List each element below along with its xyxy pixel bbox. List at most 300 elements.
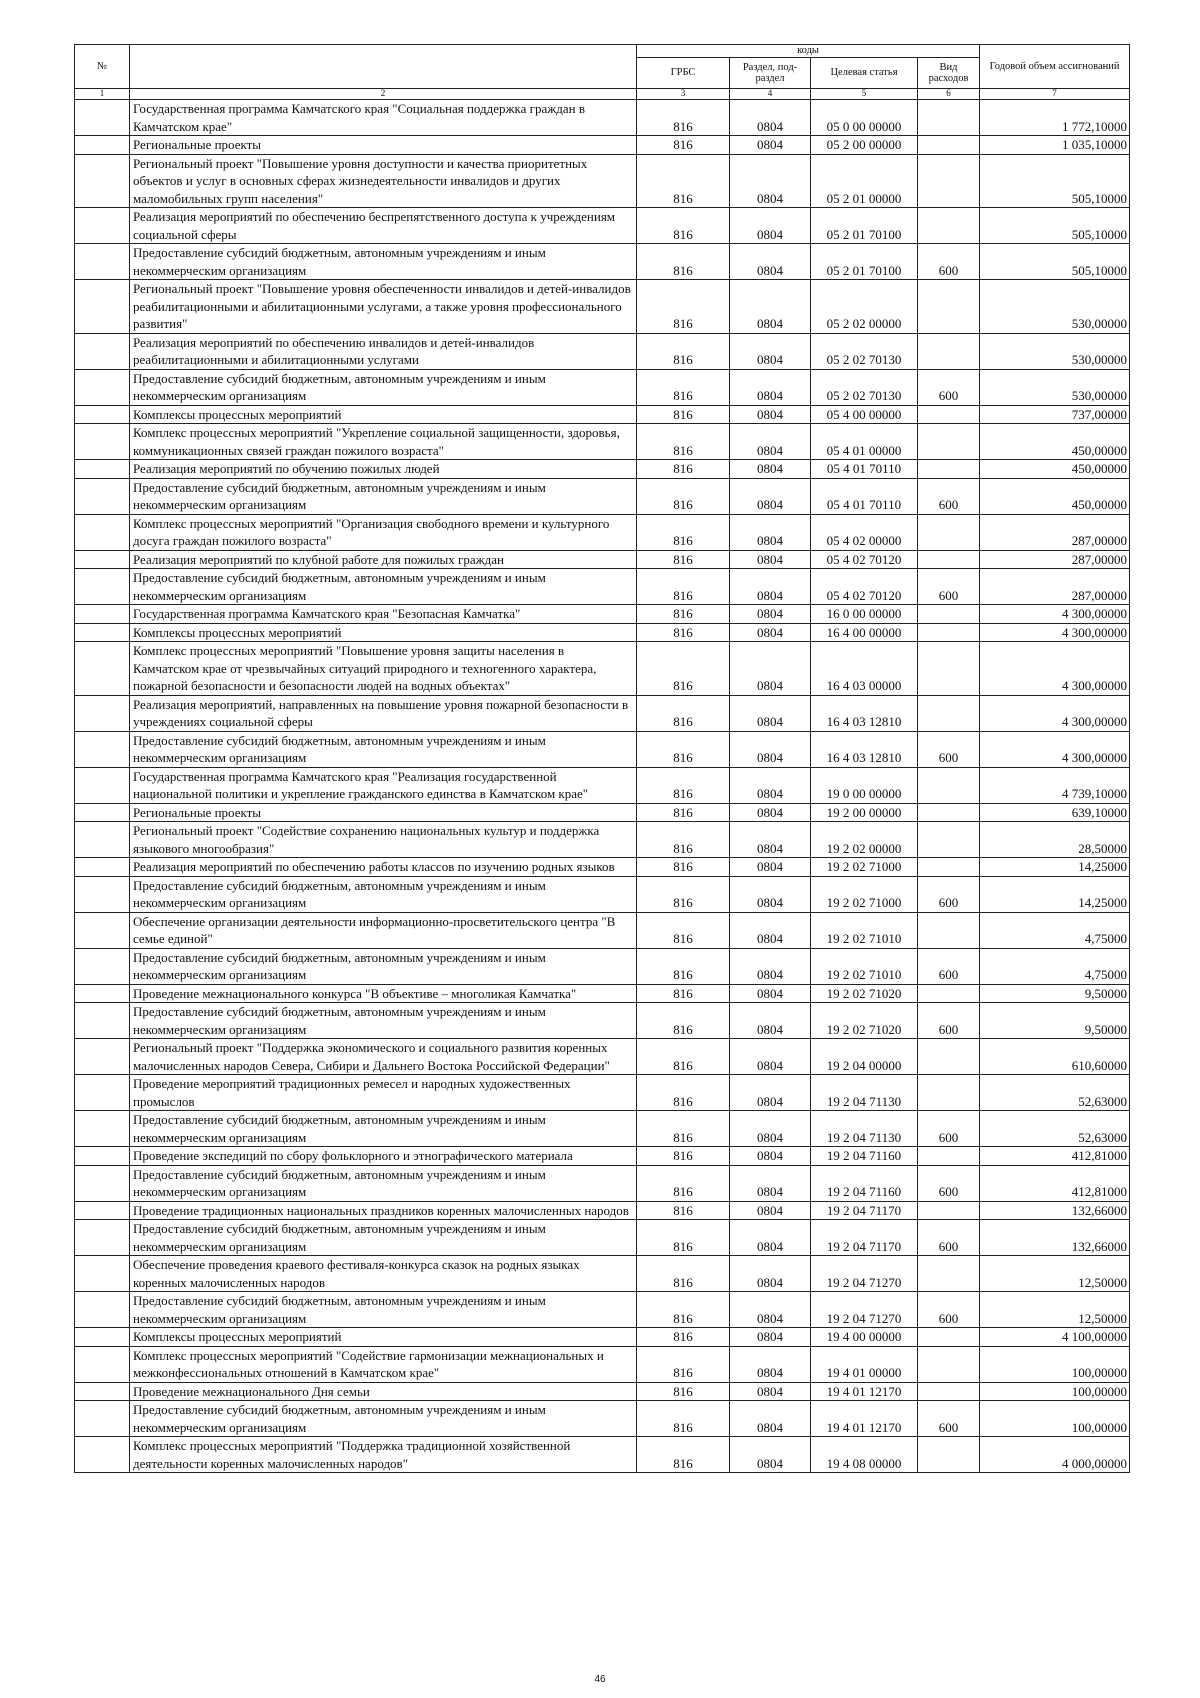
table-row [75, 912, 1130, 948]
cell-amount: 4,75000 [980, 948, 1130, 984]
cell-grbs: 816 [637, 1147, 730, 1166]
cell-expense-type: 600 [918, 569, 980, 605]
cell-section: 0804 [730, 1346, 811, 1382]
cell-grbs: 816 [637, 1075, 730, 1111]
cell-amount: 639,10000 [980, 803, 1130, 822]
table-row [75, 478, 1130, 514]
cell-name: Региональный проект "Содействие сохранению национальных культур и поддержка языкового многообразия" [130, 822, 637, 858]
cell-expense-type [918, 858, 980, 877]
cell-name: Предоставление субсидий бюджетным, автономным учреждениям и иным некоммерческим организациям [130, 1401, 637, 1437]
cell-name: Комплекс процессных мероприятий "Повышение уровня защиты населения в Камчатском крае от чрезвычайных ситуаций природного и техногенного характера, пожарной безопасности и безопасности людей на водных объектах" [130, 642, 637, 696]
cell-number [75, 822, 130, 858]
cell-target-article: 05 4 02 70120 [811, 569, 918, 605]
cell-amount: 4 300,00000 [980, 623, 1130, 642]
cell-number [75, 244, 130, 280]
cell-name: Предоставление субсидий бюджетным, автономным учреждениям и иным некоммерческим организациям [130, 569, 637, 605]
cell-section: 0804 [730, 858, 811, 877]
cell-number [75, 1111, 130, 1147]
cell-section: 0804 [730, 876, 811, 912]
cell-grbs: 816 [637, 803, 730, 822]
cell-target-article: 05 4 01 70110 [811, 478, 918, 514]
cell-expense-type [918, 605, 980, 624]
cell-expense-type: 600 [918, 478, 980, 514]
cell-number [75, 424, 130, 460]
cell-name: Реализация мероприятий по обеспечению инвалидов и детей-инвалидов реабилитационными и абилитационными услугами [130, 333, 637, 369]
cell-expense-type [918, 550, 980, 569]
cell-number [75, 1165, 130, 1201]
table-row [75, 369, 1130, 405]
cell-amount: 52,63000 [980, 1111, 1130, 1147]
cell-section: 0804 [730, 731, 811, 767]
table-row [75, 460, 1130, 479]
cell-target-article: 16 4 03 00000 [811, 642, 918, 696]
cell-number [75, 550, 130, 569]
table-body [75, 100, 1130, 1473]
cell-name: Государственная программа Камчатского края "Реализация государственной национальной политики и укрепление гражданского единства в Камчатском крае" [130, 767, 637, 803]
table-row [75, 1382, 1130, 1401]
cell-grbs: 816 [637, 569, 730, 605]
cell-amount: 450,00000 [980, 460, 1130, 479]
cell-number [75, 208, 130, 244]
table-row [75, 731, 1130, 767]
cell-amount: 12,50000 [980, 1292, 1130, 1328]
header-col-num: 2 [130, 89, 637, 100]
cell-target-article: 19 2 04 71160 [811, 1147, 918, 1166]
cell-grbs: 816 [637, 1256, 730, 1292]
cell-section: 0804 [730, 1201, 811, 1220]
cell-grbs: 816 [637, 912, 730, 948]
cell-grbs: 816 [637, 460, 730, 479]
table-row [75, 623, 1130, 642]
cell-expense-type [918, 1201, 980, 1220]
cell-expense-type [918, 1437, 980, 1473]
cell-number [75, 1220, 130, 1256]
cell-amount: 28,50000 [980, 822, 1130, 858]
cell-expense-type [918, 642, 980, 696]
cell-amount: 1 772,10000 [980, 100, 1130, 136]
cell-target-article: 19 2 02 71000 [811, 876, 918, 912]
cell-name: Реализация мероприятий по обучению пожилых людей [130, 460, 637, 479]
cell-number [75, 803, 130, 822]
cell-grbs: 816 [637, 244, 730, 280]
header-col-num: 4 [730, 89, 811, 100]
table-row [75, 208, 1130, 244]
cell-name: Предоставление субсидий бюджетным, автономным учреждениям и иным некоммерческим организациям [130, 1003, 637, 1039]
cell-number [75, 1328, 130, 1347]
cell-name: Предоставление субсидий бюджетным, автономным учреждениям и иным некоммерческим организациям [130, 369, 637, 405]
cell-name: Обеспечение организации деятельности информационно-просветительского центра "В семье единой" [130, 912, 637, 948]
cell-section: 0804 [730, 569, 811, 605]
cell-section: 0804 [730, 767, 811, 803]
cell-target-article: 19 2 02 71000 [811, 858, 918, 877]
cell-name: Государственная программа Камчатского края "Социальная поддержка граждан в Камчатском крае" [130, 100, 637, 136]
cell-target-article: 05 2 02 70130 [811, 333, 918, 369]
table-row [75, 858, 1130, 877]
table-row [75, 642, 1130, 696]
cell-section: 0804 [730, 136, 811, 155]
cell-target-article: 19 2 04 71170 [811, 1201, 918, 1220]
cell-amount: 450,00000 [980, 478, 1130, 514]
cell-target-article: 19 2 02 00000 [811, 822, 918, 858]
cell-name: Предоставление субсидий бюджетным, автономным учреждениям и иным некоммерческим организациям [130, 1111, 637, 1147]
cell-grbs: 816 [637, 858, 730, 877]
cell-target-article: 05 2 01 00000 [811, 154, 918, 208]
cell-grbs: 816 [637, 731, 730, 767]
cell-target-article: 19 2 04 71170 [811, 1220, 918, 1256]
cell-target-article: 05 2 01 70100 [811, 208, 918, 244]
cell-grbs: 816 [637, 822, 730, 858]
header-col-num: 3 [637, 89, 730, 100]
cell-expense-type [918, 280, 980, 334]
cell-target-article: 19 2 04 71160 [811, 1165, 918, 1201]
cell-number [75, 280, 130, 334]
table-row [75, 876, 1130, 912]
cell-section: 0804 [730, 803, 811, 822]
cell-target-article: 19 4 00 00000 [811, 1328, 918, 1347]
cell-expense-type: 600 [918, 1220, 980, 1256]
cell-section: 0804 [730, 1039, 811, 1075]
cell-name: Предоставление субсидий бюджетным, автономным учреждениям и иным некоммерческим организациям [130, 1292, 637, 1328]
cell-expense-type [918, 136, 980, 155]
cell-number [75, 333, 130, 369]
cell-expense-type: 600 [918, 948, 980, 984]
cell-expense-type [918, 912, 980, 948]
cell-expense-type [918, 623, 980, 642]
cell-section: 0804 [730, 1075, 811, 1111]
cell-target-article: 19 2 02 71020 [811, 1003, 918, 1039]
table-row [75, 550, 1130, 569]
table-row [75, 154, 1130, 208]
cell-grbs: 816 [637, 1401, 730, 1437]
cell-name: Проведение межнационального конкурса "В объективе – многоликая Камчатка" [130, 984, 637, 1003]
cell-name: Комплексы процессных мероприятий [130, 623, 637, 642]
cell-amount: 530,00000 [980, 369, 1130, 405]
cell-number [75, 1256, 130, 1292]
table-row [75, 822, 1130, 858]
cell-expense-type [918, 208, 980, 244]
cell-amount: 132,66000 [980, 1201, 1130, 1220]
cell-target-article: 05 4 01 00000 [811, 424, 918, 460]
cell-expense-type: 600 [918, 1401, 980, 1437]
cell-amount: 412,81000 [980, 1165, 1130, 1201]
cell-name: Предоставление субсидий бюджетным, автономным учреждениям и иным некоммерческим организациям [130, 478, 637, 514]
header-col-num: 1 [75, 89, 130, 100]
cell-target-article: 05 4 02 00000 [811, 514, 918, 550]
cell-expense-type [918, 767, 980, 803]
cell-section: 0804 [730, 642, 811, 696]
cell-expense-type [918, 405, 980, 424]
cell-target-article: 05 2 01 70100 [811, 244, 918, 280]
table-row [75, 1401, 1130, 1437]
table-row [75, 1003, 1130, 1039]
cell-section: 0804 [730, 605, 811, 624]
cell-target-article: 05 4 01 70110 [811, 460, 918, 479]
cell-amount: 505,10000 [980, 208, 1130, 244]
cell-amount: 4 000,00000 [980, 1437, 1130, 1473]
cell-section: 0804 [730, 1220, 811, 1256]
table-row [75, 1220, 1130, 1256]
cell-section: 0804 [730, 1437, 811, 1473]
cell-amount: 4 300,00000 [980, 695, 1130, 731]
cell-section: 0804 [730, 822, 811, 858]
header-name [130, 45, 637, 89]
cell-amount: 530,00000 [980, 333, 1130, 369]
cell-number [75, 984, 130, 1003]
cell-number [75, 1075, 130, 1111]
cell-target-article: 19 2 02 71010 [811, 912, 918, 948]
table-row [75, 767, 1130, 803]
cell-grbs: 816 [637, 478, 730, 514]
cell-target-article: 19 0 00 00000 [811, 767, 918, 803]
cell-target-article: 19 2 04 00000 [811, 1039, 918, 1075]
cell-grbs: 816 [637, 1165, 730, 1201]
cell-grbs: 816 [637, 1292, 730, 1328]
table-row [75, 100, 1130, 136]
cell-expense-type [918, 514, 980, 550]
cell-name: Реализация мероприятий по обеспечению беспрепятственного доступа к учреждениям социальной сферы [130, 208, 637, 244]
cell-amount: 4 100,00000 [980, 1328, 1130, 1347]
table-row [75, 280, 1130, 334]
cell-amount: 132,66000 [980, 1220, 1130, 1256]
cell-section: 0804 [730, 460, 811, 479]
cell-amount: 450,00000 [980, 424, 1130, 460]
cell-grbs: 816 [637, 1382, 730, 1401]
cell-section: 0804 [730, 280, 811, 334]
cell-target-article: 05 0 00 00000 [811, 100, 918, 136]
cell-number [75, 1437, 130, 1473]
cell-amount: 505,10000 [980, 244, 1130, 280]
cell-name: Предоставление субсидий бюджетным, автономным учреждениям и иным некоммерческим организациям [130, 1220, 637, 1256]
cell-amount: 530,00000 [980, 280, 1130, 334]
cell-grbs: 816 [637, 100, 730, 136]
table-row [75, 803, 1130, 822]
cell-number [75, 858, 130, 877]
cell-expense-type: 600 [918, 731, 980, 767]
cell-target-article: 19 4 01 12170 [811, 1401, 918, 1437]
cell-amount: 9,50000 [980, 1003, 1130, 1039]
cell-amount: 737,00000 [980, 405, 1130, 424]
cell-target-article: 19 2 02 71010 [811, 948, 918, 984]
table-row [75, 1201, 1130, 1220]
cell-target-article: 19 2 04 71270 [811, 1292, 918, 1328]
cell-section: 0804 [730, 1003, 811, 1039]
cell-expense-type [918, 100, 980, 136]
cell-amount: 287,00000 [980, 550, 1130, 569]
cell-name: Государственная программа Камчатского края "Безопасная Камчатка" [130, 605, 637, 624]
cell-grbs: 816 [637, 1328, 730, 1347]
cell-number [75, 731, 130, 767]
cell-target-article: 19 4 08 00000 [811, 1437, 918, 1473]
cell-target-article: 05 2 00 00000 [811, 136, 918, 155]
cell-amount: 14,25000 [980, 876, 1130, 912]
cell-amount: 14,25000 [980, 858, 1130, 877]
cell-section: 0804 [730, 550, 811, 569]
header-expense-type: Вид расходов [918, 58, 980, 89]
cell-name: Предоставление субсидий бюджетным, автономным учреждениям и иным некоммерческим организациям [130, 876, 637, 912]
table-row [75, 1075, 1130, 1111]
cell-number [75, 514, 130, 550]
cell-name: Предоставление субсидий бюджетным, автономным учреждениям и иным некоммерческим организациям [130, 244, 637, 280]
cell-number [75, 100, 130, 136]
cell-number [75, 642, 130, 696]
cell-name: Комплекс процессных мероприятий "Поддержка традиционной хозяйственной деятельности коренных малочисленных народов" [130, 1437, 637, 1473]
cell-expense-type [918, 333, 980, 369]
table-row [75, 1346, 1130, 1382]
cell-grbs: 816 [637, 136, 730, 155]
cell-grbs: 816 [637, 1201, 730, 1220]
cell-name: Комплекс процессных мероприятий "Организация свободного времени и культурного досуга граждан пожилого возраста" [130, 514, 637, 550]
cell-expense-type [918, 460, 980, 479]
table-row [75, 1165, 1130, 1201]
cell-number [75, 1003, 130, 1039]
cell-name: Комплексы процессных мероприятий [130, 1328, 637, 1347]
cell-number [75, 767, 130, 803]
cell-amount: 4 300,00000 [980, 642, 1130, 696]
cell-amount: 100,00000 [980, 1382, 1130, 1401]
cell-target-article: 19 2 04 71130 [811, 1111, 918, 1147]
header-col-num: 6 [918, 89, 980, 100]
cell-grbs: 816 [637, 876, 730, 912]
cell-grbs: 816 [637, 1437, 730, 1473]
cell-section: 0804 [730, 1292, 811, 1328]
cell-number [75, 1382, 130, 1401]
cell-name: Реализация мероприятий по обеспечению работы классов по изучению родных языков [130, 858, 637, 877]
cell-target-article: 19 2 04 71270 [811, 1256, 918, 1292]
cell-amount: 100,00000 [980, 1346, 1130, 1382]
cell-target-article: 05 2 02 70130 [811, 369, 918, 405]
cell-number [75, 1147, 130, 1166]
header-target-article: Целевая статья [811, 58, 918, 89]
cell-number [75, 405, 130, 424]
cell-grbs: 816 [637, 369, 730, 405]
table-row [75, 136, 1130, 155]
cell-grbs: 816 [637, 424, 730, 460]
table-header [75, 45, 1130, 100]
cell-name: Региональный проект "Повышение уровня доступности и качества приоритетных объектов и услуг в основных сферах жизнедеятельности инвалидов и других маломобильных групп населения" [130, 154, 637, 208]
cell-section: 0804 [730, 1256, 811, 1292]
cell-number [75, 623, 130, 642]
cell-grbs: 816 [637, 1220, 730, 1256]
cell-name: Комплекс процессных мероприятий "Укрепление социальной защищенности, здоровья, коммуникационных связей граждан пожилого возраста" [130, 424, 637, 460]
cell-expense-type: 600 [918, 1165, 980, 1201]
cell-section: 0804 [730, 695, 811, 731]
cell-grbs: 816 [637, 1111, 730, 1147]
cell-amount: 4 300,00000 [980, 605, 1130, 624]
table-row [75, 569, 1130, 605]
cell-expense-type [918, 424, 980, 460]
cell-amount: 4 300,00000 [980, 731, 1130, 767]
cell-amount: 287,00000 [980, 514, 1130, 550]
table-row [75, 333, 1130, 369]
cell-amount: 12,50000 [980, 1256, 1130, 1292]
table-row [75, 405, 1130, 424]
table-row [75, 1437, 1130, 1473]
cell-section: 0804 [730, 478, 811, 514]
cell-grbs: 816 [637, 514, 730, 550]
cell-name: Проведение мероприятий традиционных ремесел и народных художественных промыслов [130, 1075, 637, 1111]
table-row [75, 1039, 1130, 1075]
cell-amount: 610,60000 [980, 1039, 1130, 1075]
cell-number [75, 605, 130, 624]
cell-number [75, 460, 130, 479]
cell-target-article: 16 4 00 00000 [811, 623, 918, 642]
cell-grbs: 816 [637, 208, 730, 244]
cell-target-article: 16 4 03 12810 [811, 731, 918, 767]
cell-name: Проведение традиционных национальных праздников коренных малочисленных народов [130, 1201, 637, 1220]
cell-section: 0804 [730, 948, 811, 984]
cell-expense-type: 600 [918, 1292, 980, 1328]
cell-expense-type [918, 1039, 980, 1075]
cell-number [75, 876, 130, 912]
cell-section: 0804 [730, 1328, 811, 1347]
cell-grbs: 816 [637, 642, 730, 696]
cell-target-article: 19 2 00 00000 [811, 803, 918, 822]
cell-grbs: 816 [637, 984, 730, 1003]
cell-name: Проведение экспедиций по сбору фольклорного и этнографического материала [130, 1147, 637, 1166]
cell-target-article: 05 4 00 00000 [811, 405, 918, 424]
cell-expense-type: 600 [918, 1003, 980, 1039]
cell-amount: 1 035,10000 [980, 136, 1130, 155]
cell-name: Региональный проект "Поддержка экономического и социального развития коренных малочисленных народов Севера, Сибири и Дальнего Востока Российской Федерации" [130, 1039, 637, 1075]
header-grbs: ГРБС [637, 58, 730, 89]
cell-expense-type [918, 1256, 980, 1292]
cell-expense-type [918, 1328, 980, 1347]
cell-number [75, 1346, 130, 1382]
cell-target-article: 16 0 00 00000 [811, 605, 918, 624]
cell-amount: 9,50000 [980, 984, 1130, 1003]
cell-target-article: 19 4 01 12170 [811, 1382, 918, 1401]
cell-name: Реализация мероприятий, направленных на повышение уровня пожарной безопасности в учреждениях социальной сферы [130, 695, 637, 731]
cell-number [75, 369, 130, 405]
cell-name: Комплексы процессных мероприятий [130, 405, 637, 424]
table-row [75, 695, 1130, 731]
cell-expense-type [918, 984, 980, 1003]
cell-section: 0804 [730, 208, 811, 244]
table-row [75, 244, 1130, 280]
cell-expense-type [918, 1382, 980, 1401]
cell-number [75, 136, 130, 155]
cell-expense-type: 600 [918, 244, 980, 280]
cell-section: 0804 [730, 405, 811, 424]
cell-amount: 100,00000 [980, 1401, 1130, 1437]
cell-grbs: 816 [637, 695, 730, 731]
cell-section: 0804 [730, 1147, 811, 1166]
cell-amount: 4,75000 [980, 912, 1130, 948]
cell-section: 0804 [730, 100, 811, 136]
header-col-num: 7 [980, 89, 1130, 100]
table-row [75, 424, 1130, 460]
cell-number [75, 1039, 130, 1075]
cell-number [75, 912, 130, 948]
cell-grbs: 816 [637, 1003, 730, 1039]
cell-number [75, 154, 130, 208]
cell-section: 0804 [730, 154, 811, 208]
cell-section: 0804 [730, 1382, 811, 1401]
header-section: Раздел, под-раздел [730, 58, 811, 89]
cell-grbs: 816 [637, 280, 730, 334]
cell-name: Региональные проекты [130, 136, 637, 155]
cell-name: Региональный проект "Повышение уровня обеспеченности инвалидов и детей-инвалидов реабилитационными и абилитационными услугами, а также уровня профессионального развития" [130, 280, 637, 334]
cell-expense-type [918, 1147, 980, 1166]
table-row [75, 1292, 1130, 1328]
cell-grbs: 816 [637, 948, 730, 984]
cell-section: 0804 [730, 623, 811, 642]
cell-name: Региональные проекты [130, 803, 637, 822]
cell-amount: 505,10000 [980, 154, 1130, 208]
table-row [75, 605, 1130, 624]
table-row [75, 1328, 1130, 1347]
header-number: № [75, 45, 130, 89]
